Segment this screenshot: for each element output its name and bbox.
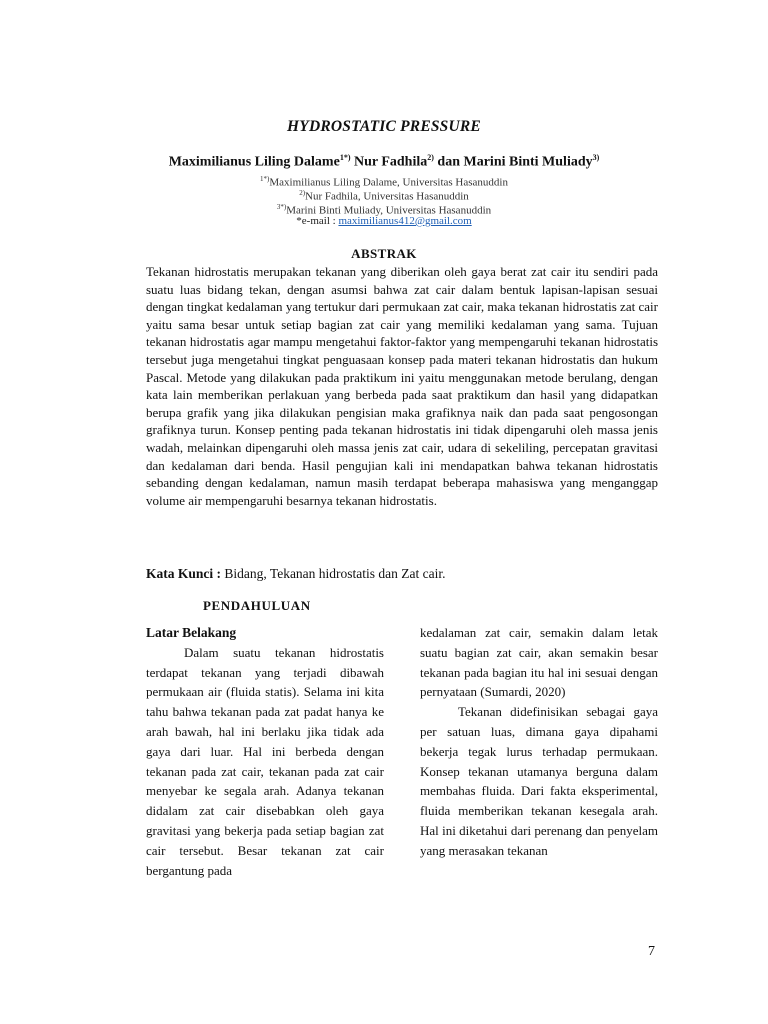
email-link[interactable]: maximilianus412@gmail.com [338, 215, 472, 227]
affiliation-text: Marini Binti Muliady, Universitas Hasanuddin [286, 204, 492, 217]
abstract-text: Tekanan hidrostatis merupakan tekanan yang diberikan oleh gaya berat zat cair itu sendiri pada suatu luas bidang tekan, dengan asumsi bahwa zat cair dalam bentuk lapisan-lapisan sesuai dengan tingkat kedalaman yang tertukur dari permukaan zat cair, maka tekanan hidrostatis zat cair yaitu sama besar untuk setiap bagian zat cair yang memiliki kedalaman yang sama. Tujuan tekanan hidrostatis agar mampu mengetahui faktor-faktor yang mempengaruhi tekanan hidrostatis tersebut juga mengetahui tingkat penguasaan konsep pada materi tekanan hidrostatis dan hukum Pascal. Metode yang dilakukan pada praktikum ini yaitu menggunakan metode berulang, dengan kata lain memberikan perlakuan yang berbeda pada saat praktikum dan hasil yang didapatkan berupa grafik yang jika dilakukan pengisian maka grafiknya naik dan pada saat pengosongan grafiknya turun. Konsep penting pada tekanan hidrostatis ini tidak dipengaruhi oleh massa jenis wadah, melainkan dipengaruhi oleh massa jenis zat cair, udara di sekeliling, percepatan gravitasi dan kedalaman dari benda. Hasil pengujian kali ini mendapatkan bahwa tekanan hidrostatis sebanding dengan kedalaman, namun masih terdapat beberapa mahasiswa yang menganggap volume air mempengaruhi besarnya tekanan hidrostatis. [146, 264, 658, 508]
email-label: *e-mail : [296, 215, 339, 227]
affiliation-text: Nur Fadhila, Universitas Hasanuddin [305, 190, 469, 203]
author-superscript: 2) [427, 153, 434, 162]
author-line [0, 153, 768, 171]
keywords-label: Kata Kunci : [146, 566, 222, 581]
affiliation-text: Maximilianus Liling Dalame, Universitas Hasanuddin [269, 176, 508, 189]
affiliation-superscript: 3*) [276, 203, 287, 211]
body-paragraph: kedalaman zat cair, semakin dalam letak suatu bagian zat cair, akan semakin besar tekanan pada bagian itu hal ini sesuai dengan pernyataan (Sumardi, 2020) [420, 625, 658, 700]
affiliation-superscript: 1*) [260, 175, 270, 183]
email-line [0, 214, 768, 228]
author-separator: dan [433, 154, 464, 170]
author-name: Marini Binti Muliady [463, 154, 593, 170]
page-number: 7 [648, 944, 655, 959]
section-heading: PENDAHULUAN [203, 598, 311, 613]
body-paragraph: Tekanan didefinisikan sebagai gaya per satuan luas, dimana gaya dipahami bekerja tegak lurus terhadap permukaan. Konsep tekanan utamanya berguna dalam membahas fluida. Dari fakta eksperimental, fluida memberikan tekanan kesegala arah. Hal ini diketahui dari perenang dan penyelam yang merasakan tekanan [420, 704, 658, 858]
keywords-line [146, 566, 658, 582]
author-name: Nur Fadhila [353, 154, 428, 170]
author-name: Maximilianus Liling Dalame [168, 154, 340, 170]
author-superscript: 1*) [339, 153, 351, 162]
affiliation-superscript: 2) [299, 189, 306, 197]
keywords-text: Bidang, Tekanan hidrostatis dan Zat cair. [221, 566, 446, 581]
right-column [420, 623, 658, 861]
author-superscript: 3) [592, 153, 600, 162]
left-column [146, 623, 384, 880]
abstract-heading: ABSTRAK [351, 246, 417, 261]
paper-title: HYDROSTATIC PRESSURE [287, 118, 481, 135]
subsection-heading: Latar Belakang [146, 625, 237, 640]
body-paragraph: Dalam suatu tekanan hidrostatis terdapat tekanan yang terjadi dibawah permukaan air (fluida statis). Selama ini kita tahu bahwa tekanan pada zat padat hanya ke arah bawah, hal ini berlaku jika tidak ada gaya dari luar. Hal ini berbeda dengan tekanan pada zat cair, tekanan pada zat cair menyebar ke segala arah. Adanya tekanan didalam zat cair disebabkan oleh gaya gravitasi yang bekerja pada setiap bagian zat cair tersebut. Besar tekanan zat cair bergantung pada [146, 644, 384, 878]
